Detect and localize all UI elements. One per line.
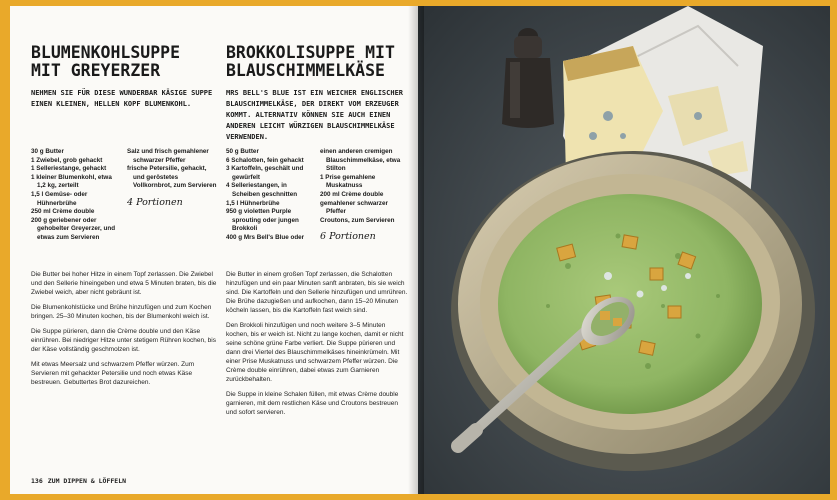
recipe-title: BROKKOLISUPPE MIT BLAUSCHIMMELKÄSE xyxy=(226,43,395,80)
recipe-intro: MRS BELL'S BLUE IST EIN WEICHER ENGLISCHER BLAUSCHIMMELKÄSE, DER DIREKT VOM ERZEUGER KOMMT. ALTERNATIV KÖNNEN SIE AUCH EINEN ANDEREN LEICHT WÜRZIGEN BLAUSCHIMMELKÄSE VERWENDEN. xyxy=(226,89,404,141)
ingredient-item: 250 ml Crème double xyxy=(31,208,95,216)
ingredient-item: gemahlener schwarzer Pfeffer xyxy=(320,199,388,216)
recipe-broccoli xyxy=(226,44,408,423)
ingredient-item: einen anderen cremigen Blauschimmelkäse, etwa Stilton xyxy=(320,148,401,173)
ingredients-column-2 xyxy=(320,148,408,225)
method-step: Den Brokkoli hinzufügen und noch weitere 3–5 Minuten kochen, bis er weich ist. Nicht zu lange kochen, damit er nicht seine schöne grüne Farbe verliert. Die Suppe pürieren und dann drei Viertel des Blauschimmelkäses hineinkrümeln. Mit einer Prise Muskatnuss und schwarzem Pfeffer würzen. Die Crème double einrühren, dabei etwas zum Garnieren zurückbehalten. xyxy=(226,322,404,383)
ingredients-column-2-wrap xyxy=(320,148,408,270)
ingredient-item: Croutons, zum Servieren xyxy=(320,216,395,224)
ingredient-item: Salz und frisch gemahlener schwarzer Pfeffer xyxy=(127,148,209,164)
ingredient-item: 1 kleiner Blumenkohl, etwa 1,2 kg, zerteilt xyxy=(31,173,112,190)
ingredient-item: 200 ml Crème double xyxy=(320,190,384,198)
ingredient-item: 30 g Butter xyxy=(31,148,64,155)
left-page xyxy=(10,6,418,494)
portions: 6 Portionen xyxy=(320,231,376,243)
ingredient-item: 1 Prise gemahlene Muskatnuss xyxy=(320,173,376,190)
portions: 4 Portionen xyxy=(127,196,183,208)
ingredients-column-2 xyxy=(127,148,217,191)
recipe-title: BLUMENKOHLSUPPE MIT GREYERZER xyxy=(31,43,181,80)
ingredients-column-2-wrap xyxy=(127,148,217,270)
method-step: Die Suppe pürieren, dann die Crème double und den Käse einrühren. Bei niedriger Hitze unter stetigem Rühren kochen, bis der Käse vollständig geschmolzen ist. xyxy=(31,328,216,353)
section-name: ZUM DIPPEN & LÖFFELN xyxy=(47,477,127,485)
ingredient-item: 950 g violetten Purple sprouting oder jungen Brokkoli xyxy=(226,208,299,233)
method-step: Die Butter bei hoher Hitze in einem Topf zerlassen. Die Zwiebel und den Sellerie hineingeben und etwa 5 Minuten braten, bis die Zwiebel weich, aber nicht gebräunt ist. xyxy=(31,271,217,296)
ingredient-item: 1,5 l Hühnerbrühe xyxy=(226,199,280,207)
method-step: Die Suppe in kleine Schalen füllen, mit etwas Crème double garnieren, mit dem restlichen Käse und Croutons bestreuen und sofort servieren. xyxy=(226,391,399,416)
ingredient-item: 1 Selleriestange, gehackt xyxy=(31,165,107,173)
ingredient-item: 3 Kartoffeln, geschält und gewürfelt xyxy=(226,165,304,181)
ingredient-item: 200 g geriebener oder gehobelter Greyerzer, und etwas zum Servieren xyxy=(31,216,116,241)
recipe-cauliflower xyxy=(31,44,217,393)
method xyxy=(226,270,408,417)
ingredients-column-1 xyxy=(226,148,314,270)
page-gutter xyxy=(408,6,424,494)
page-number: 136 xyxy=(31,477,43,485)
ingredient-item: 400 g Mrs Bell's Blue oder xyxy=(226,233,305,241)
page-footer xyxy=(31,477,126,485)
ingredient-item: 6 Schalotten, fein gehackt xyxy=(226,156,304,164)
method-step: Die Butter in einem großen Topf zerlassen, die Schalotten hinzufügen und ein paar Minuten sanft anbraten, bis sie weich sind. Die Kartoffeln und den Sellerie hinzufügen und umrühren. Die Brühe dazugießen und aufkochen, dann 15–20 Minuten köcheln lassen, bis die Kartoffeln fast weich sind. xyxy=(226,271,408,314)
recipe-intro: NEHMEN SIE FÜR DIESE WUNDERBAR KÄSIGE SUPPE EINEN KLEINEN, HELLEN KOPF BLUMENKOHL. xyxy=(31,89,213,108)
method-step: Mit etwas Meersalz und schwarzem Pfeffer würzen. Zum Servieren mit gehackter Petersilie und noch etwas Käse bestreuen. Gebuttertes Brot dazureichen. xyxy=(31,361,195,386)
ingredients-column-1 xyxy=(31,148,121,270)
ingredient-item: 4 Selleriestangen, in Scheiben geschnitten xyxy=(226,182,298,198)
method-step: Die Blumenkohlstücke und Brühe hinzufügen und zum Kochen bringen. 25–30 Minuten kochen, bis der Blumenkohl weich ist. xyxy=(31,304,212,320)
ingredient-item: 1 Zwiebel, grob gehackt xyxy=(31,156,103,164)
ingredient-item: 1,5 l Gemüse- oder Hühnerbrühe xyxy=(31,190,88,207)
method xyxy=(31,270,217,387)
book-spread xyxy=(10,6,830,494)
ingredient-item: frische Petersilie, gehackt, und geröstetes Vollkornbrot, zum Servieren xyxy=(127,165,217,190)
soup-photo xyxy=(418,6,830,494)
right-page-photo xyxy=(418,6,830,494)
ingredients xyxy=(31,148,217,270)
ingredients xyxy=(226,148,408,270)
ingredient-item: 50 g Butter xyxy=(226,148,259,155)
